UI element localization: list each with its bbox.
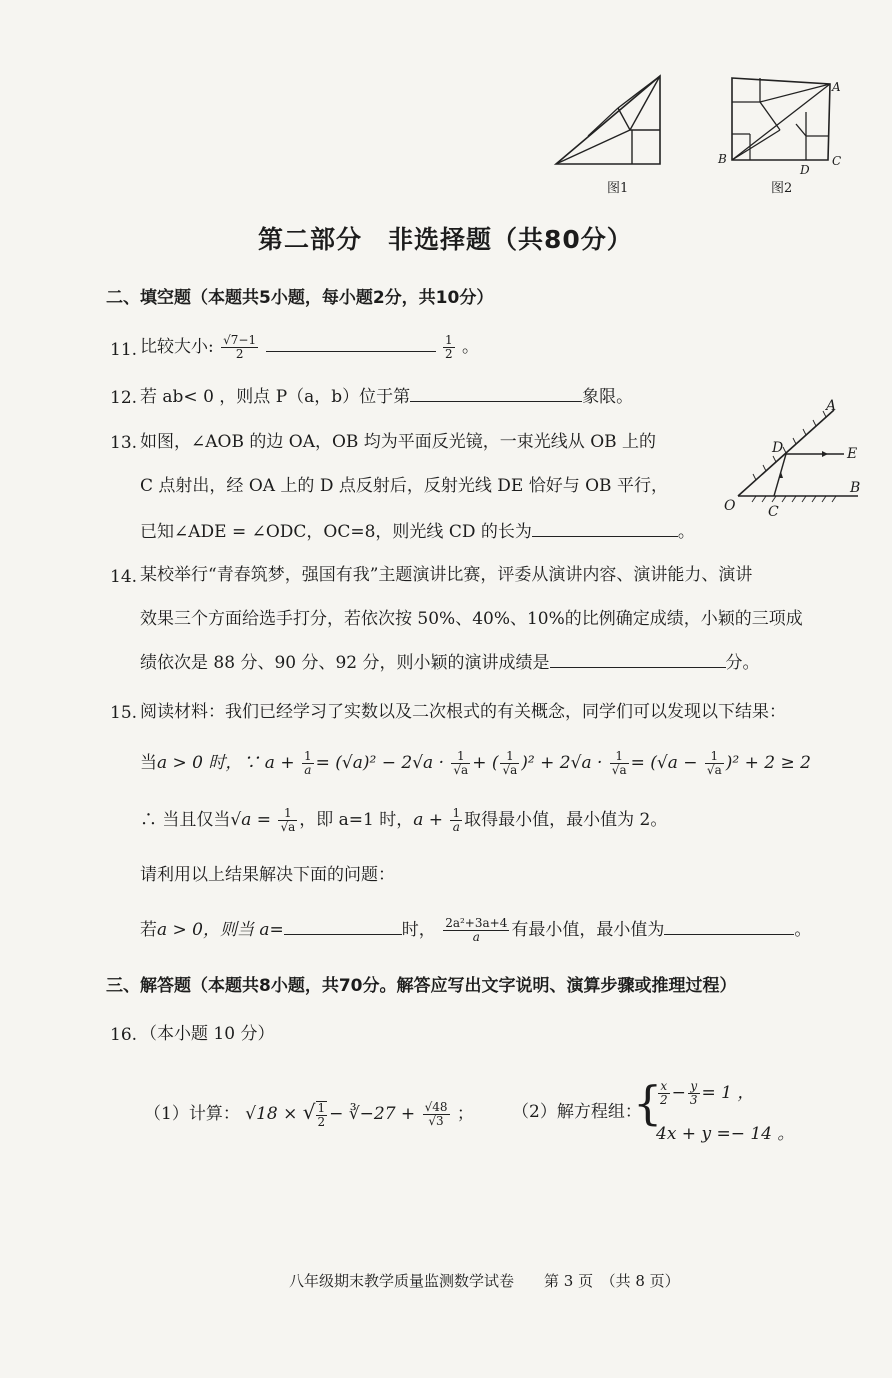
q16-part-2-label: （2）解方程组： [512, 1102, 642, 1122]
q14-number: 14. [110, 567, 138, 587]
q12-line: 若 ab< 0 ，则点 P（a，b）位于第 象限。 [140, 387, 634, 407]
q13-label-a-fallback: A [826, 398, 837, 414]
q13-line-1: 如图，∠AOB 的边 OA，OB 均为平面反光镜，一束光线从 OB 上的 [140, 432, 657, 452]
q13-label-e: E [847, 446, 858, 462]
q11-text: 比较大小: [140, 337, 214, 357]
q13-label-c: C [768, 504, 779, 520]
figure-2-label-a: A [832, 80, 841, 94]
section-3-heading: 三、解答题（本题共8小题，共70分。解答应写出文字说明、演算步骤或推理过程） [106, 976, 737, 996]
q15-line-5: 若a > 0，则当 a= 时， $\frac{\text{2a²+3a+4}}{a}$ 有最小值，最小值为 。 [140, 916, 812, 944]
q12-text: 若 ab< 0 ，则点 P（a，b）位于第 [140, 387, 411, 407]
q16-equation-2: 4x + y =− 14 。 [656, 1124, 795, 1144]
figure-1 [548, 72, 663, 168]
q13-answer-blank[interactable] [532, 522, 678, 537]
q15-line-4: 请利用以上结果解决下面的问题： [140, 865, 395, 885]
figure-2-caption: 图2 [771, 181, 793, 196]
q14-line-3: 绩依次是 88 分、90 分、92 分，则小颖的演讲成绩是 分。 [140, 653, 760, 673]
q14-answer-blank[interactable] [550, 653, 726, 668]
q16-title: （本小题 10 分） [140, 1024, 275, 1044]
figure-2 [720, 72, 845, 172]
q15-answer-blank-min[interactable] [664, 920, 794, 935]
part-title: 第二部分 非选择题（共80分） [258, 225, 633, 254]
q11-number: 11. [110, 340, 138, 360]
page-footer: 八年级期末教学质量监测数学试卷 第 3 页 （共 8 页） [289, 1272, 680, 1290]
q11-line: 比较大小: $\frac{√7-1}{2}$ $\frac{1}{2}$ 。 [140, 333, 479, 361]
q12-answer-blank[interactable] [410, 387, 582, 402]
q13-line-3: 已知∠ADE = ∠ODC，OC=8，则光线 CD 的长为 。 [140, 522, 695, 542]
q15-line-2: 当a > 0 时，∵ a + $\frac{1}{a}$ = (√a)² − 2√a · $\frac{1}{√a}$ + ( $\frac{1}{√a}$ )² + 2√a · $\frac{1}{√a}$ = (√a − $\frac{1}{√a}$ )² + 2 ≥ 2 [140, 749, 811, 777]
q15-answer-blank-a[interactable] [284, 920, 402, 935]
q13-label-b: B [850, 480, 861, 496]
q16-equation-1: $\frac{x}{2}$ − $\frac{y}{3}$ = 1 ， [660, 1079, 755, 1107]
figure-1-caption: 图1 [607, 181, 629, 196]
q14-line-2: 效果三个方面给选手打分，若依次按 50%、40%、10%的比例确定成绩，小颖的三项成 [140, 609, 803, 629]
q13-label-o: O [724, 498, 736, 514]
q12-number: 12. [110, 388, 138, 408]
q16-number: 16. [110, 1025, 138, 1045]
figure-2-label-c: C [832, 154, 842, 168]
q14-line-1: 某校举行“青春筑梦，强国有我”主题演讲比赛，评委从演讲内容、演讲能力、演讲 [140, 565, 753, 585]
q11-frac-left: $\frac{√7-1}{2}$ [223, 333, 257, 361]
q16-part-1: （1）计算： √18 × √ $\frac{1}{2}$ − ∛−27 + $\frac{√48}{√3}$ ； [144, 1100, 474, 1129]
q11-frac-right: $\frac{1}{2}$ [444, 333, 453, 361]
q16-system-brace: { [633, 1076, 663, 1130]
q15-line-3: ∴ 当且仅当√a = $\frac{1}{√a}$ ，即 a=1 时，a + $\frac{1}{a}$ 取得最小值，最小值为 2。 [140, 806, 668, 834]
q15-number: 15. [110, 703, 138, 723]
figure-2-label-b: B [718, 152, 727, 166]
q13-label-d: D [772, 440, 784, 456]
q15-line-1: 阅读材料：我们已经学习了实数以及二次根式的有关概念，同学们可以发现以下结果： [140, 702, 786, 722]
q13-number: 13. [110, 433, 138, 453]
figure-2-label-d: D [800, 163, 810, 177]
section-2-heading: 二、填空题（本题共5小题，每小题2分，共10分） [106, 288, 494, 308]
q13-line-2: C 点射出，经 OA 上的 D 点反射后，反射光线 DE 恰好与 OB 平行， [140, 476, 668, 496]
q13-figure [726, 396, 862, 516]
q11-answer-blank[interactable] [266, 337, 436, 352]
